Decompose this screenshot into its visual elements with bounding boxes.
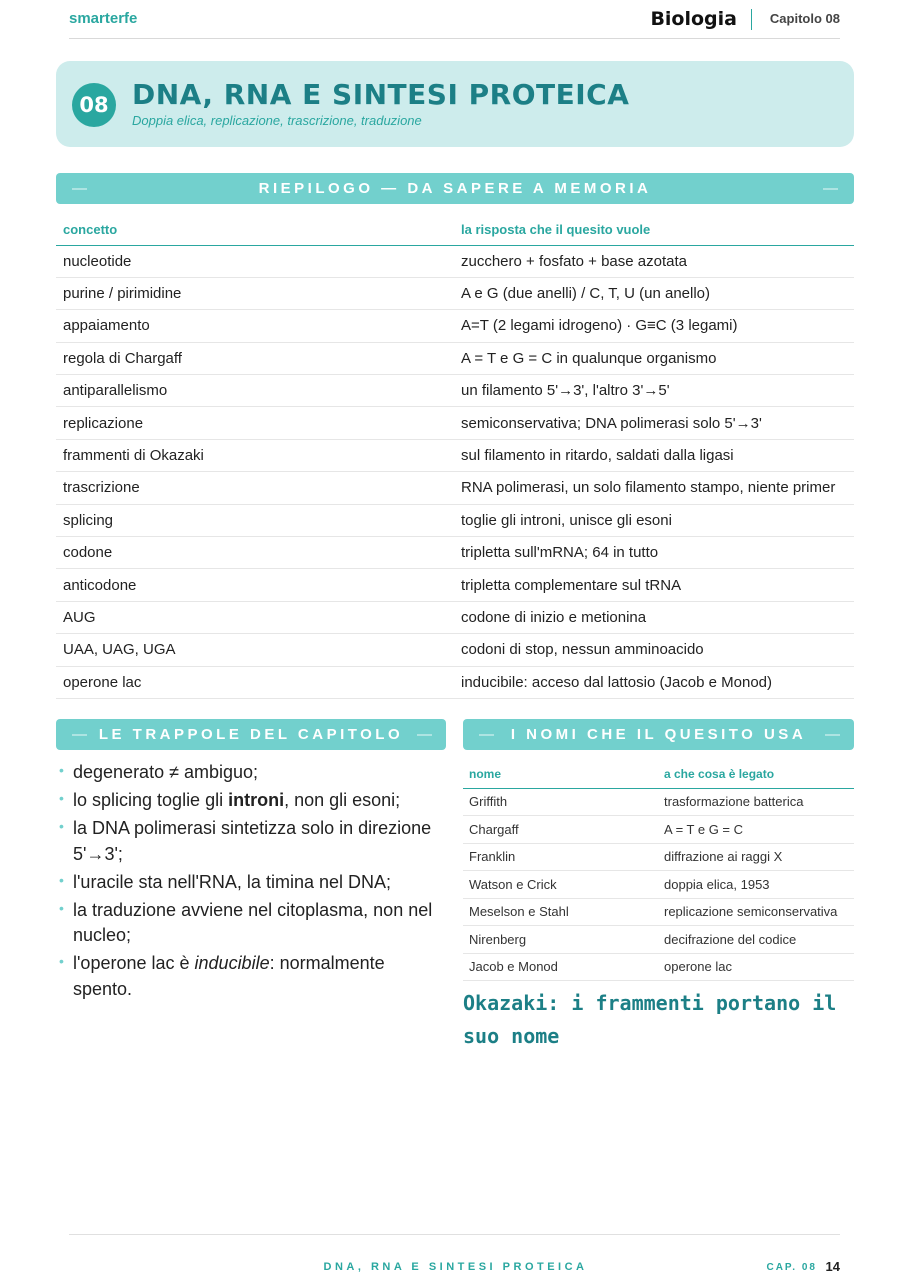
chapter-banner [56,61,854,147]
table-row [56,407,854,439]
answer-cell: sul filamento in ritardo, saldati dalla ligasi [454,439,854,471]
concept-cell: UAA, UAG, UGA [56,634,454,666]
answer-cell: codone di inizio e metionina [454,601,854,633]
bullet-icon: • [59,790,64,806]
list-item: • lo splicing toglie gli introni, non gli esoni; [56,788,446,814]
concept-cell: antiparallelismo [56,375,454,407]
concept-cell: purine / pirimidine [56,277,454,309]
table-row [56,504,854,536]
link-cell: operone lac [658,953,854,981]
table-row [56,342,854,374]
footer-title: DNA, RNA E SINTESI PROTEICA [323,1261,588,1273]
list-item: • la DNA polimerasi sintetizza solo in direzione 5'→3'; [56,816,446,867]
concept-cell: nucleotide [56,245,454,277]
chapter-number-badge: 08 [72,83,116,127]
table-row [56,569,854,601]
emphasis: introni [228,790,285,810]
answer-cell: zucchero + fosfato + base azotata [454,245,854,277]
brand-logo: smarterfe [69,10,138,27]
name-cell: Chargaff [463,816,658,844]
header-divider [751,9,752,30]
chapter-title: DNA, RNA E SINTESI PROTEICA [132,78,630,111]
concept-cell: appaiamento [56,310,454,342]
table-row [56,439,854,471]
summary-col-concept: concetto [56,214,454,245]
list-item: • l'operone lac è inducibile: normalmente spento. [56,951,446,1002]
table-row [463,816,854,844]
bullet-icon: • [59,953,64,969]
link-cell: replicazione semiconservativa [658,898,854,926]
answer-cell: tripletta complementare sul tRNA [454,569,854,601]
table-row [463,843,854,871]
summary-table [56,214,854,699]
table-row [56,310,854,342]
name-cell: Jacob e Monod [463,953,658,981]
table-row [56,601,854,633]
subject-title: Biologia [650,8,737,30]
answer-cell: codoni di stop, nessun amminoacido [454,634,854,666]
link-cell: diffrazione ai raggi X [658,843,854,871]
names-dash-left: — [479,726,494,743]
traps-dash-right: — [417,726,432,743]
page-header [69,8,840,39]
summary-heading: RIEPILOGO — DA SAPERE A MEMORIA [258,180,652,197]
answer-cell: A=T (2 legami idrogeno) · G≡C (3 legami) [454,310,854,342]
name-cell: Meselson e Stahl [463,898,658,926]
summary-dash-right: — [823,180,838,197]
bullet-icon: • [59,871,64,888]
name-cell: Watson e Crick [463,871,658,899]
list-item: • la traduzione avviene nel citoplasma, non nel nucleo; [56,898,446,949]
concept-cell: codone [56,537,454,569]
summary-dash-left: — [72,180,87,197]
names-heading-bar [463,719,854,750]
table-row [56,375,854,407]
footer-divider [69,1234,840,1235]
names-col-name: nome [463,760,658,788]
summary-heading-bar [56,173,854,204]
concept-cell: trascrizione [56,472,454,504]
emphasis: inducibile [194,953,270,973]
name-cell: Nirenberg [463,926,658,954]
page-number: 14 [825,1259,840,1274]
link-cell: doppia elica, 1953 [658,871,854,899]
table-row [56,537,854,569]
name-cell: Franklin [463,843,658,871]
table-row [56,245,854,277]
table-row [463,898,854,926]
table-row [56,666,854,698]
table-row [463,788,854,816]
list-item: • degenerato ≠ ambiguo; [56,760,446,786]
concept-cell: AUG [56,601,454,633]
answer-cell: A = T e G = C in qualunque organismo [454,342,854,374]
chapter-label: Capitolo 08 [769,11,840,26]
names-header-row [463,760,854,788]
bullet-icon: • [59,818,64,834]
answer-cell: semiconservativa; DNA polimerasi solo 5'→3' [454,407,854,439]
names-col-link: a che cosa è legato [658,760,854,788]
bullet-icon: • [59,899,64,916]
traps-dash-left: — [72,726,87,743]
answer-cell: un filamento 5'→3', l'altro 3'→5' [454,375,854,407]
bullet-icon: • [59,762,64,778]
concept-cell: anticodone [56,569,454,601]
names-dash-right: — [825,726,840,743]
answer-cell: tripletta sull'mRNA; 64 in tutto [454,537,854,569]
traps-heading: LE TRAPPOLE DEL CAPITOLO [98,726,404,743]
traps-list [56,760,446,1005]
concept-cell: frammenti di Okazaki [56,439,454,471]
table-row [463,953,854,981]
answer-cell: A e G (due anelli) / C, T, U (un anello) [454,277,854,309]
link-cell: A = T e G = C [658,816,854,844]
concept-cell: splicing [56,504,454,536]
summary-col-answer: la risposta che il quesito vuole [454,214,854,245]
handwritten-note: Okazaki: i frammenti portano il suo nome [463,991,837,1048]
answer-cell: toglie gli introni, unisce gli esoni [454,504,854,536]
footer-chapter: CAP. 08 [766,1262,817,1273]
link-cell: trasformazione batterica [658,788,854,816]
chapter-subtitle: Doppia elica, replicazione, trascrizione, traduzione [132,113,422,128]
table-row [56,277,854,309]
list-item: • l'uracile sta nell'RNA, la timina nel DNA; [56,870,446,896]
answer-cell: RNA polimerasi, un solo filamento stampo, niente primer [454,472,854,504]
concept-cell: operone lac [56,666,454,698]
summary-header-row [56,214,854,245]
table-row [463,871,854,899]
concept-cell: replicazione [56,407,454,439]
traps-heading-bar [56,719,446,750]
table-row [463,926,854,954]
answer-cell: inducibile: acceso dal lattosio (Jacob e Monod) [454,666,854,698]
names-table [463,760,854,981]
table-row [56,472,854,504]
concept-cell: regola di Chargaff [56,342,454,374]
name-cell: Griffith [463,788,658,816]
table-row [56,634,854,666]
names-heading: I NOMI CHE IL QUESITO USA [510,726,807,743]
link-cell: decifrazione del codice [658,926,854,954]
